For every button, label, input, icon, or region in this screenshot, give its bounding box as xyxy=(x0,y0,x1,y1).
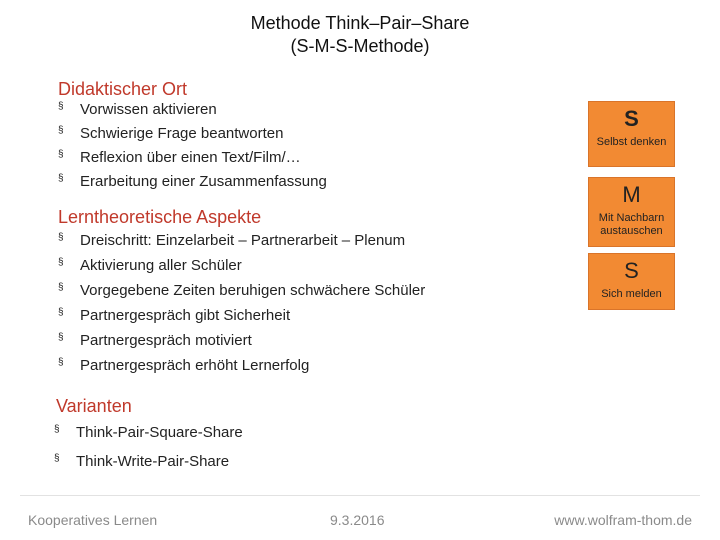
step-box-share xyxy=(588,253,675,310)
bullet-icon: § xyxy=(58,307,64,318)
bullet-icon: § xyxy=(54,424,60,435)
bullet-icon: § xyxy=(58,332,64,343)
step-letter: S xyxy=(624,258,639,283)
bullet-icon: § xyxy=(58,357,64,368)
heading-didaktischer-ort: Didaktischer Ort xyxy=(58,79,188,99)
footer-url: www.wolfram-thom.de xyxy=(554,512,692,528)
step-box-think xyxy=(588,101,675,167)
footer-left: Kooperatives Lernen xyxy=(28,512,158,528)
list-varianten xyxy=(54,424,243,482)
list-lerntheoretische-aspekte xyxy=(58,232,425,382)
list-item: § Think-Pair-Square-Share xyxy=(54,424,243,441)
step-letter: M xyxy=(622,182,641,207)
step-label: Sich melden xyxy=(601,288,662,300)
bullet-icon: § xyxy=(58,125,64,136)
heading-lerntheoretische-aspekte: Lerntheoretische Aspekte xyxy=(58,207,262,227)
list-item: § Vorwissen aktivieren xyxy=(58,101,217,118)
title-line-2: (S-M-S-Methode) xyxy=(290,36,430,56)
list-item: § Erarbeitung einer Zusammenfassung xyxy=(58,173,327,190)
list-item: § Partnergespräch gibt Sicherheit xyxy=(58,307,291,324)
bullet-icon: § xyxy=(54,453,60,464)
bullet-icon: § xyxy=(58,232,64,243)
list-item: § Reflexion über einen Text/Film/… xyxy=(58,149,301,166)
list-item: § Vorgegebene Zeiten beruhigen schwächere Schüler xyxy=(58,282,426,299)
list-item: § Aktivierung aller Schüler xyxy=(58,257,242,274)
list-item: § Schwierige Frage beantworten xyxy=(58,125,284,142)
footer-date: 9.3.2016 xyxy=(330,512,385,528)
bullet-icon: § xyxy=(58,173,64,184)
bullet-icon: § xyxy=(58,149,64,160)
step-label: Selbst denken xyxy=(596,136,667,148)
slide-title xyxy=(160,12,560,58)
footer-divider xyxy=(20,495,700,496)
step-label: Mit Nachbarn austauschen xyxy=(598,212,665,237)
step-letter: S xyxy=(624,106,639,131)
list-item: § Partnergespräch motiviert xyxy=(58,332,252,349)
bullet-icon: § xyxy=(58,282,64,293)
list-item: § Think-Write-Pair-Share xyxy=(54,453,230,470)
bullet-icon: § xyxy=(58,257,64,268)
step-box-pair xyxy=(588,177,675,247)
list-item: § Partnergespräch erhöht Lernerfolg xyxy=(58,357,310,374)
list-item: § Dreischritt: Einzelarbeit – Partnerarbeit – Plenum xyxy=(58,232,406,249)
heading-varianten: Varianten xyxy=(56,396,132,416)
title-line-1: Methode Think–Pair–Share xyxy=(250,13,470,33)
bullet-icon: § xyxy=(58,101,64,112)
list-didaktischer-ort xyxy=(58,101,327,197)
